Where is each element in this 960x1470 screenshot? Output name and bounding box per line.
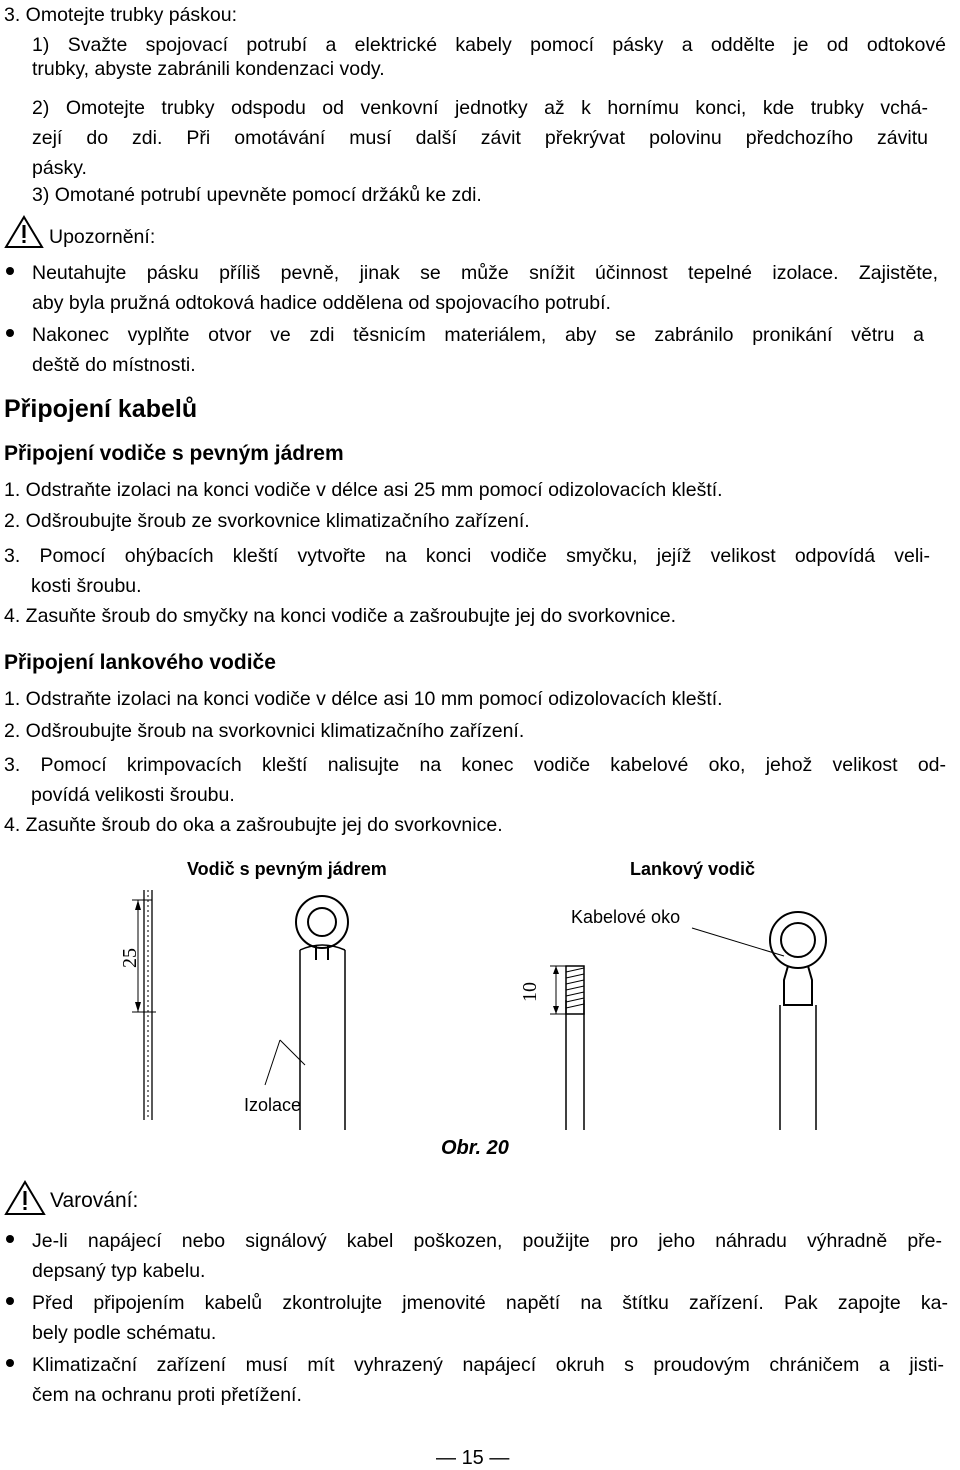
stranded-heading: Připojení lankového vodiče <box>4 651 276 674</box>
warning-bullet-1 <box>32 1226 942 1286</box>
warning-bullet-line: bely podle schématu. <box>32 1322 217 1344</box>
notice-bullet-2 <box>32 320 924 380</box>
stranded-step-3 <box>4 750 946 810</box>
step-3-sub-1 <box>32 33 946 81</box>
figure-label-solid: Vodič s pevným jádrem <box>187 859 387 879</box>
solid-step-3-line: 3. Pomocí ohýbacích kleští vytvořte na konci vodiče smyčku, jejíž velikost odpovídá veli- <box>4 545 930 567</box>
figure-label-lug: Kabelové oko <box>571 907 681 927</box>
notice-bullet-line: deště do místnosti. <box>32 354 196 376</box>
warning-bullet-line: depsaný typ kabelu. <box>32 1260 206 1282</box>
bullet-icon <box>6 1297 14 1305</box>
page-number: — 15 — <box>436 1447 510 1469</box>
step-3-sub-2-line: zejí do zdi. Při omotávání musí další závit překrývat polovinu předchozího závitu <box>32 127 928 149</box>
step-3-sub-3: 3) Omotané potrubí upevněte pomocí držáků ke zdi. <box>32 184 482 206</box>
notice-bullet-line: aby byla pružná odtoková hadice oddělena od spojovacího potrubí. <box>32 292 611 314</box>
bullet-icon <box>6 267 14 275</box>
warning-bullet-3 <box>32 1350 944 1410</box>
bullet-icon <box>6 1235 14 1243</box>
step-3-sub-1-line: trubky, abyste zabránili kondenzaci vody. <box>32 58 385 80</box>
solid-step-3 <box>4 541 930 601</box>
stranded-step-3-line: povídá velikosti šroubu. <box>31 784 235 806</box>
notice-bullet-1 <box>32 258 938 318</box>
notice-title: Upozornění: <box>49 226 156 248</box>
warning-bullet-line: Je-li napájecí nebo signálový kabel poškozen, použijte pro jeho náhradu výhradně pře- <box>32 1230 942 1252</box>
solid-step-3-line: kosti šroubu. <box>31 575 142 597</box>
warning-bullet-line: Před připojením kabelů zkontrolujte jmenovité napětí na štítku zařízení. Pak zapojte ka- <box>32 1292 948 1314</box>
stranded-step-1: 1. Odstraňte izolaci na konci vodiče v délce asi 10 mm pomocí odizolovacích kleští. <box>4 688 723 710</box>
step-3-title: 3. Omotejte trubky páskou: <box>4 4 238 26</box>
warning-bullet-line: čem na ochranu proti přetížení. <box>32 1384 302 1406</box>
warning-bullet-2 <box>32 1288 948 1348</box>
dimension-10-label: 10 <box>519 982 541 1002</box>
step-3-sub-2-line: 2) Omotejte trubky odspodu od venkovní jednotky až k hornímu konci, kde trubky vchá- <box>32 97 928 119</box>
section-heading: Připojení kabelů <box>4 395 198 423</box>
notice-bullet-line: Nakonec vyplňte otvor ve zdi těsnicím materiálem, aby se zabránilo pronikání větru a <box>32 324 924 346</box>
stranded-step-2: 2. Odšroubujte šroub na svorkovnici klimatizačního zařízení. <box>4 720 525 742</box>
step-3-sub-2 <box>32 93 928 183</box>
figure-label-stranded: Lankový vodič <box>630 859 756 879</box>
notice-bullet-line: Neutahujte pásku příliš pevně, jinak se může snížit účinnost tepelné izolace. Zajistěte, <box>32 262 938 284</box>
step-3-sub-1-line: 1) Svažte spojovací potrubí a elektrické kabely pomocí pásky a oddělte je od odtokové <box>32 34 946 56</box>
warning-triangle-icon <box>4 215 44 249</box>
dimension-25-label: 25 <box>119 948 141 968</box>
warning-bullet-line: Klimatizační zařízení musí mít vyhrazený napájecí okruh s proudovým chráničem a jisti- <box>32 1354 944 1376</box>
step-3-sub-2-line: pásky. <box>32 157 87 179</box>
stranded-step-4: 4. Zasuňte šroub do oka a zašroubujte jej do svorkovnice. <box>4 814 503 836</box>
solid-step-1: 1. Odstraňte izolaci na konci vodiče v délce asi 25 mm pomocí odizolovacích kleští. <box>4 479 723 501</box>
figure-caption: Obr. 20 <box>441 1137 509 1159</box>
figure-label-insulation: Izolace <box>244 1095 302 1115</box>
solid-core-heading: Připojení vodiče s pevným jádrem <box>4 442 344 465</box>
solid-step-4: 4. Zasuňte šroub do smyčky na konci vodiče a zašroubujte jej do svorkovnice. <box>4 605 677 627</box>
warning-title: Varování: <box>50 1189 139 1212</box>
stranded-step-3-line: 3. Pomocí krimpovacích kleští nalisujte na konec vodiče kabelové oko, jehož velikost od- <box>4 754 946 776</box>
warning-triangle-icon <box>4 1180 46 1216</box>
page-number-value: 15 <box>461 1447 484 1469</box>
bullet-icon <box>6 1359 14 1367</box>
bullet-icon <box>6 329 14 337</box>
wire-diagram <box>100 880 860 1140</box>
solid-step-2: 2. Odšroubujte šroub ze svorkovnice klimatizačního zařízení. <box>4 510 530 532</box>
